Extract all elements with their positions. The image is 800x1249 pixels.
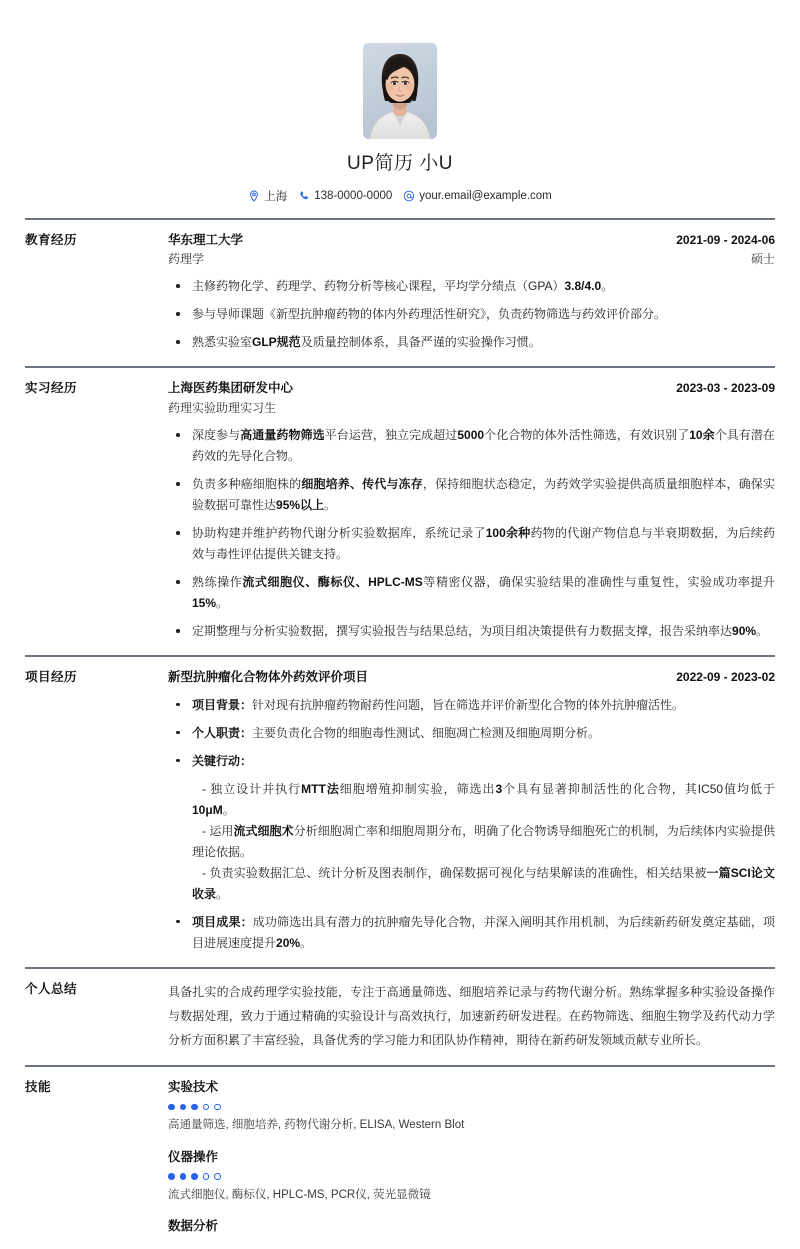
bullet-item: 深度参与高通量药物筛选平台运营，独立完成超过5000个化合物的体外活性筛选，有效识别了10余个具有潜在药效的先导化合物。	[168, 425, 775, 467]
section-label-internship: 实习经历	[25, 381, 78, 396]
location-pin-icon	[248, 190, 260, 202]
internship-role: 药理实验助理实习生	[168, 401, 277, 416]
rating-dot-empty	[214, 1173, 221, 1180]
skill-rating	[168, 1173, 775, 1180]
project-bullets	[168, 695, 775, 954]
contact-location-text: 上海	[264, 190, 288, 203]
bullet-item: 协助构建并维护药物代谢分析实验数据库，系统记录了100余种药物的代谢产物信息与半衰期数据，为后续药效与毒性评估提供关键支持。	[168, 523, 775, 565]
phone-icon	[298, 190, 310, 202]
section-project	[25, 655, 775, 967]
section-skills	[25, 1065, 775, 1249]
education-major: 药理学	[168, 252, 205, 267]
bullet-item: 个人职责：主要负责化合物的细胞毒性测试、细胞凋亡检测及细胞周期分析。	[168, 723, 775, 744]
bullet-item: 项目背景：针对现有抗肿瘤药物耐药性问题，旨在筛选并评价新型化合物的体外抗肿瘤活性。	[168, 695, 775, 716]
bullet-item: 熟悉实验室GLP规范及质量控制体系，具备严谨的实验操作习惯。	[168, 332, 775, 353]
skill-name: 实验技术	[168, 1079, 219, 1094]
email-at-icon	[403, 190, 415, 202]
education-bullets	[168, 276, 775, 353]
contact-email	[401, 190, 553, 202]
rating-dot-filled	[191, 1104, 198, 1111]
skill-group	[168, 1148, 775, 1205]
rating-dot-empty	[214, 1104, 221, 1111]
bullet-item: 定期整理与分析实验数据，撰写实验报告与结果总结，为项目组决策提供有力数据支撑，报告采纳率达90%。	[168, 621, 775, 642]
section-label-education: 教育经历	[25, 232, 78, 247]
section-summary	[25, 967, 775, 1065]
education-entry	[168, 231, 775, 354]
rating-dot-empty	[203, 1173, 210, 1180]
contact-phone-text: 138-0000-0000	[314, 189, 393, 202]
resume-header	[25, 0, 775, 218]
contact-phone	[296, 190, 394, 202]
rating-dot-filled	[180, 1104, 187, 1111]
education-org: 华东理工大学	[168, 232, 244, 247]
bullet-item: 参与导师课题《新型抗肿瘤药物的体内外药理活性研究》，负责药物筛选与药效评价部分。	[168, 304, 775, 325]
section-education	[25, 218, 775, 367]
skill-group	[168, 1078, 775, 1135]
project-subline: - 独立设计并执行MTT法细胞增殖抑制实验，筛选出3个具有显著抑制活性的化合物，其IC50值均低于10μM。	[192, 781, 775, 817]
summary-text: 具备扎实的合成药理学实验技能，专注于高通量筛选、细胞培养记录与药物代谢分析。熟练掌握多种实验设备操作与数据处理，致力于通过精确的实验设计与高效执行，加速新药研发进程。在药物筛选、细胞生物学及药代动力学分析方面积累了丰富经验，具备优秀的学习能力和团队协作精神，期待在新药研发领域贡献专业所长。	[168, 984, 775, 1047]
skill-name: 数据分析	[168, 1219, 219, 1234]
project-subline: - 负责实验数据汇总、统计分析及图表制作，确保数据可视化与结果解读的准确性，相关结果被一篇SCI论文收录。	[192, 865, 775, 901]
skill-group	[168, 1217, 775, 1236]
skill-rating	[168, 1104, 775, 1111]
education-date: 2021-09 - 2024-06	[676, 232, 775, 247]
page-title: UP简历 小U	[347, 153, 453, 174]
section-internship	[25, 366, 775, 655]
section-label-skills: 技能	[25, 1079, 52, 1094]
bullet-item: 熟练操作流式细胞仪、酶标仪、HPLC-MS等精密仪器，确保实验结果的准确性与重复性，实验成功率提升15%。	[168, 572, 775, 614]
contact-email-text: your.email@example.com	[419, 189, 552, 202]
bullet-item: 项目成果：成功筛选出具有潜力的抗肿瘤先导化合物，并深入阐明其作用机制，为后续新药研发奠定基础，项目进展速度提升20%。	[168, 912, 775, 954]
internship-org: 上海医药集团研发中心	[168, 381, 294, 396]
skill-name: 仪器操作	[168, 1149, 219, 1164]
internship-bullets	[168, 425, 775, 642]
project-date: 2022-09 - 2023-02	[676, 670, 775, 685]
contact-location	[246, 188, 289, 204]
rating-dot-filled	[168, 1104, 175, 1111]
rating-dot-filled	[180, 1173, 187, 1180]
project-subline: - 运用流式细胞术分析细胞凋亡率和细胞周期分布，明确了化合物诱导细胞死亡的机制，为后续体内实验提供理论依据。	[192, 823, 775, 859]
project-entry	[168, 668, 775, 954]
internship-entry	[168, 379, 775, 642]
skills-list	[168, 1078, 775, 1236]
section-label-project: 项目经历	[25, 670, 78, 685]
education-degree: 硕士	[750, 252, 775, 267]
bullet-item: 主修药物化学、药理学、药物分析等核心课程，平均学分绩点（GPA）3.8/4.0。	[168, 276, 775, 297]
contact-list	[25, 188, 775, 204]
project-title: 新型抗肿瘤化合物体外药效评价项目	[168, 670, 369, 685]
bullet-item: 负责多种癌细胞株的细胞培养、传代与冻存，保持细胞状态稳定，为药效学实验提供高质量细胞样本，确保实验数据可靠性达95%以上。	[168, 474, 775, 516]
section-label-summary: 个人总结	[25, 981, 78, 996]
skill-items: 流式细胞仪, 酶标仪, HPLC-MS, PCR仪, 荧光显微镜	[168, 1188, 431, 1201]
rating-dot-filled	[168, 1173, 175, 1180]
avatar	[363, 43, 437, 139]
internship-date: 2023-03 - 2023-09	[676, 381, 775, 396]
rating-dot-filled	[191, 1173, 198, 1180]
bullet-item: 关键行动：	[168, 751, 775, 772]
skill-items: 高通量筛选, 细胞培养, 药物代谢分析, ELISA, Western Blot	[168, 1119, 465, 1132]
rating-dot-empty	[203, 1104, 210, 1111]
